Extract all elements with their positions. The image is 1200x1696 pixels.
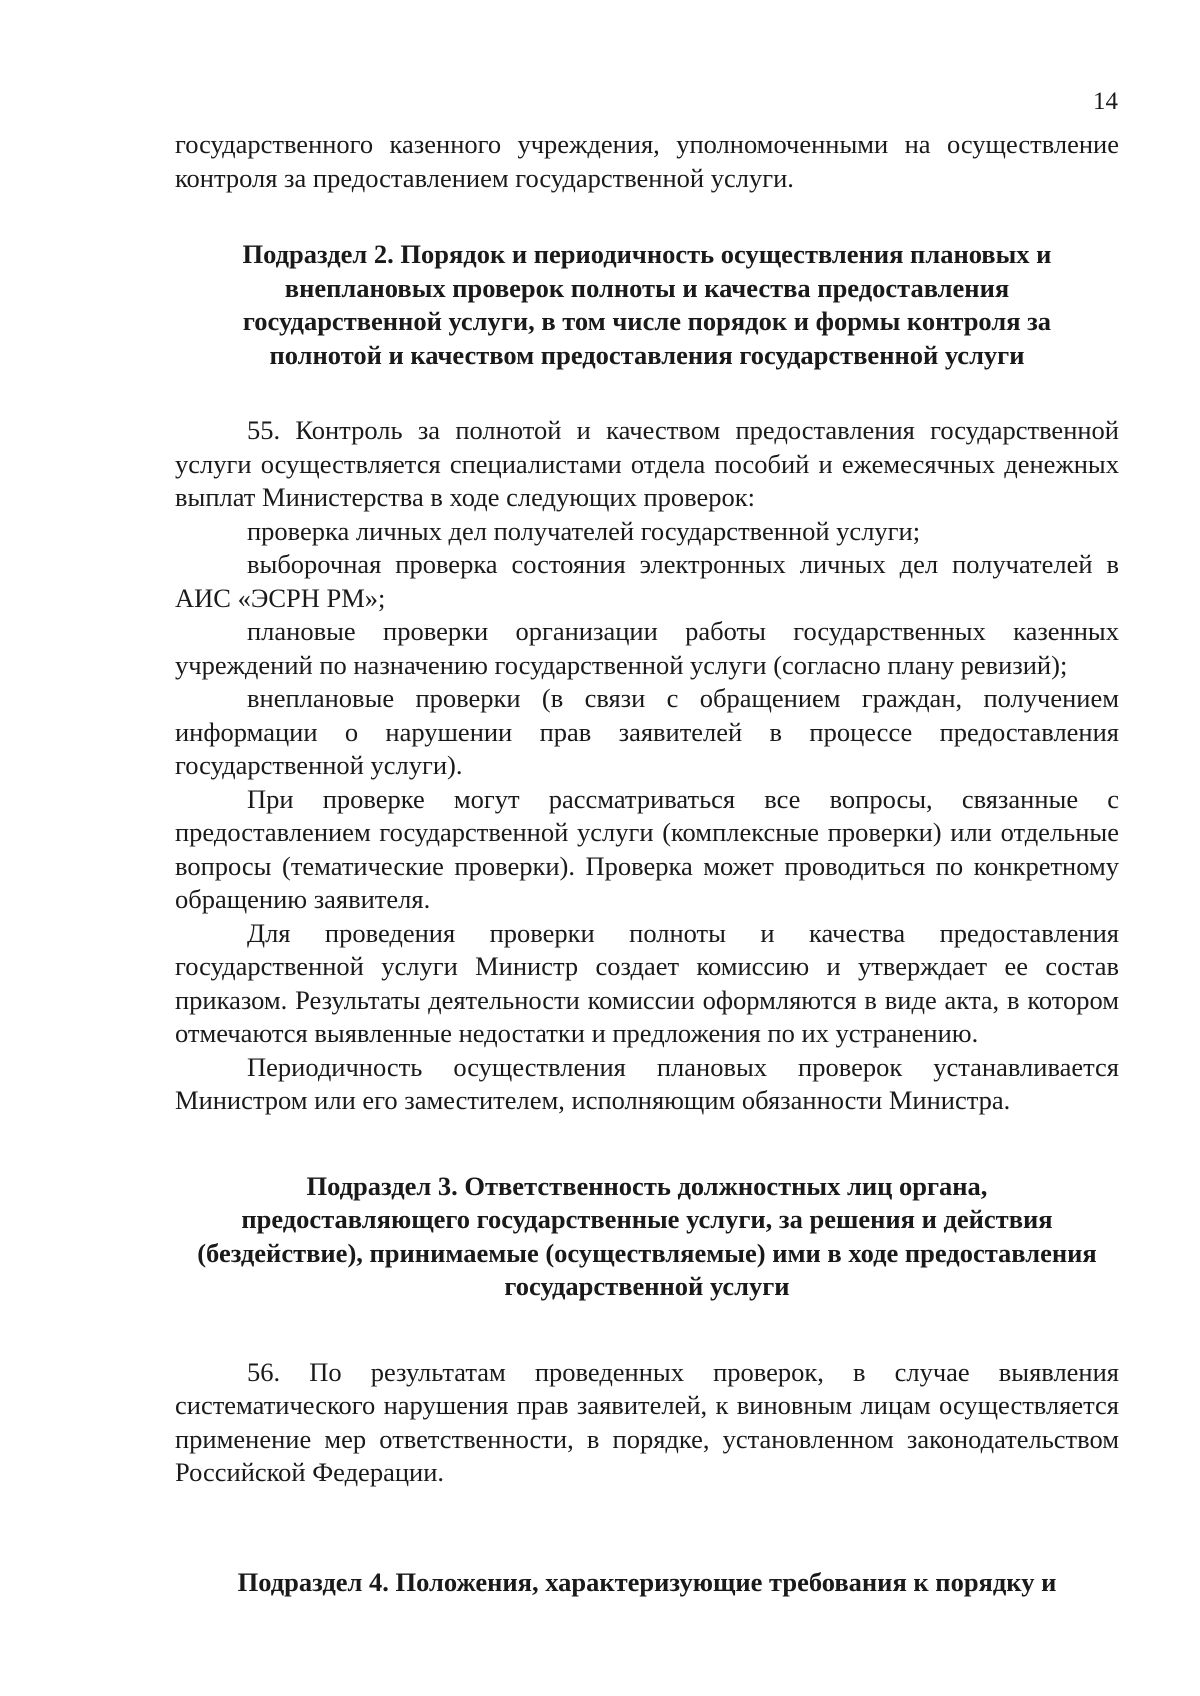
check-scope-paragraph: При проверке могут рассматриваться все вопросы, связанные с предоставлением государственной услуги (комплексные проверки) или отдельные вопросы (тематические проверки). Проверка может проводиться по конкретному обращению заявителя. bbox=[175, 783, 1119, 914]
subsection-4-heading: Подраздел 4. Положения, характеризующие требования к порядку и bbox=[237, 1566, 1057, 1597]
clause-55: 55. Контроль за полнотой и качеством предоставления государственной услуги осуществляется специалистами отдела пособий и ежемесячных денежных выплат Министерства в ходе следующих проверок: bbox=[175, 415, 1119, 512]
subsection-3-heading: Подраздел 3. Ответственность должностных лиц органа, предоставляющего государственные услуги, за решения и действия (бездействие), принимаемые (осуществляемые) ими в ходе предоставления государственной услуги bbox=[197, 1170, 1097, 1301]
periodicity-paragraph: Периодичность осуществления плановых проверок устанавливается Министром или его заместителем, исполняющим обязанности Министра. bbox=[175, 1051, 1119, 1115]
continuation-paragraph: государственного казенного учреждения, уполномоченными на осуществление контроля за предоставлением государственной услуги. bbox=[175, 129, 1119, 193]
check-item-planned: плановые проверки организации работы государственных казенных учреждений по назначению государственной услуги (согласно плану ревизий); bbox=[175, 616, 1119, 680]
document-body bbox=[175, 128, 1119, 1599]
check-item-unplanned: внеплановые проверки (в связи с обращением граждан, получением информации о нарушении прав заявителей в процессе предоставления государственной услуги). bbox=[175, 683, 1119, 780]
subsection-2-heading: Подраздел 2. Порядок и периодичность осуществления плановых и внеплановых проверок полноты и качества предоставления государственной услуги, в том числе порядок и формы контроля за полнотой и качеством предоставления государственной услуги bbox=[242, 239, 1052, 370]
check-item-electronic-files: выборочная проверка состояния электронных личных дел получателей в АИС «ЭСРН РМ»; bbox=[175, 549, 1119, 613]
commission-paragraph: Для проведения проверки полноты и качества предоставления государственной услуги Министр создает комиссию и утверждает ее состав приказом. Результаты деятельности комиссии оформляются в виде акта, в котором отмечаются выявленные недостатки и предложения по их устранению. bbox=[175, 917, 1119, 1048]
page-number: 14 bbox=[1093, 88, 1118, 115]
check-item-personal-files: проверка личных дел получателей государственной услуги; bbox=[247, 515, 921, 546]
clause-56: 56. По результатам проведенных проверок, в случае выявления систематического нарушения прав заявителей, к виновным лицам осуществляется применение мер ответственности, в порядке, установленном законодательством Российской Федерации. bbox=[175, 1356, 1119, 1487]
